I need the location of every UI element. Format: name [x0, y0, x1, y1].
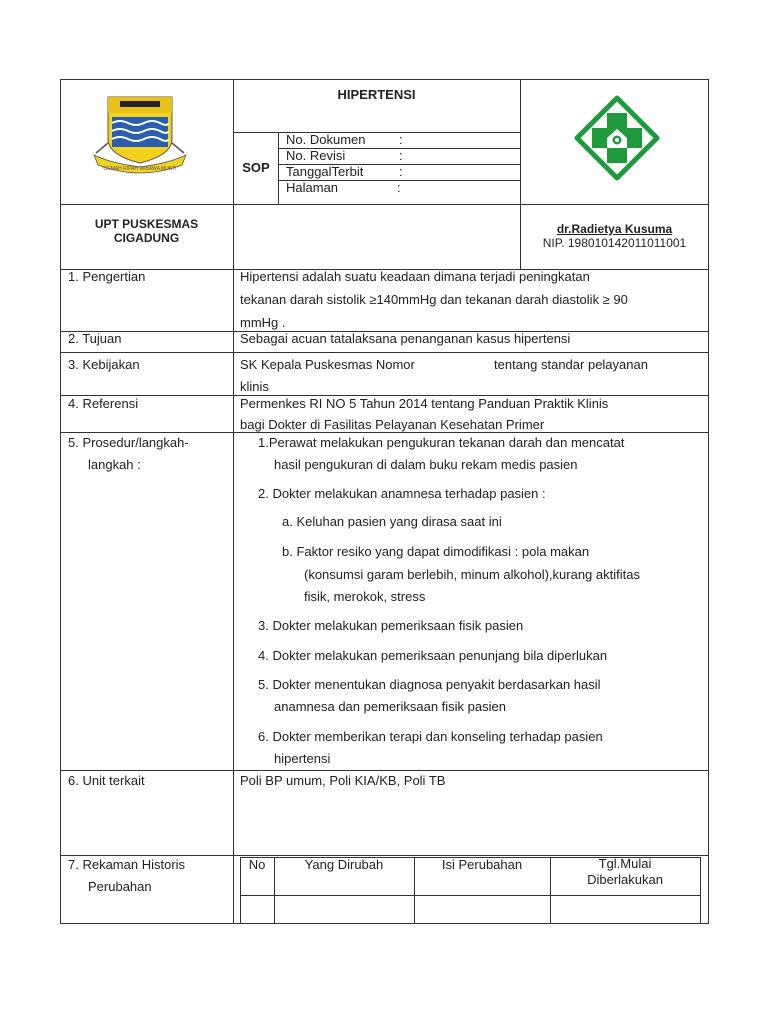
procedure-step: hasil pengukuran di dalam buku rekam medis pasien — [274, 457, 578, 472]
procedure-step: hipertensi — [274, 751, 331, 766]
doc-field-label: No. Revisi — [286, 148, 346, 163]
doc-field-sep: : — [399, 164, 403, 179]
doc-field-label: Halaman — [286, 180, 339, 195]
doc-field-sep: : — [397, 180, 401, 195]
history-col-tgl-line2: Diberlakukan — [587, 872, 663, 887]
logo-motto: GEMAH RIPAH WIBAWA MUKTI — [103, 166, 177, 172]
row-line-3 — [60, 352, 709, 353]
header-divider-left — [233, 79, 234, 270]
doc-field-label: TanggalTerbit — [286, 164, 364, 179]
history-table-mid — [240, 895, 701, 896]
procedure-step: (konsumsi garam berlebih, minum alkohol),kurang aktifitas — [304, 567, 640, 582]
procedure-step: 2. Dokter melakukan anamnesa terhadap pasien : — [258, 486, 546, 501]
history-col-tgl: Tgl.Mulai — [598, 856, 652, 871]
procedure-step: b. Faktor resiko yang dapat dimodifikasi : pola makan — [282, 544, 590, 559]
body-divider — [233, 269, 234, 924]
history-col-isi-perubahan: Isi Perubahan — [441, 857, 523, 872]
doc-field-sep: : — [399, 148, 403, 163]
history-col-line — [700, 857, 701, 923]
body-text-line: Sebagai acuan tatalaksana penanganan kasus hipertensi — [240, 331, 571, 346]
body-text-line: SK Kepala Puskesmas Nomor — [240, 357, 415, 372]
body-text-line: klinis — [240, 379, 269, 394]
section-label: 7. Rekaman Historis — [68, 857, 186, 872]
frame-left — [60, 79, 61, 924]
body-text-line: Poli BP umum, Poli KIA/KB, Poli TB — [240, 773, 446, 788]
procedure-step: fisik, merokok, stress — [304, 589, 426, 604]
title-bottom-line — [233, 132, 520, 133]
header-mid-line — [60, 204, 709, 205]
frame-top — [60, 79, 709, 80]
section-label: 2. Tujuan — [68, 331, 122, 346]
procedure-step: 4. Dokter melakukan pemeriksaan penunjang bila diperlukan — [258, 648, 608, 663]
section-label: 4. Referensi — [68, 396, 139, 411]
frame-right — [708, 79, 709, 924]
section-label: 3. Kebijakan — [68, 357, 140, 372]
frame-bottom — [60, 923, 709, 924]
signatory-name: dr.Radietya Kusuma — [556, 222, 673, 236]
section-label: 5. Prosedur/langkah- — [68, 435, 189, 450]
doc-field-sep: : — [399, 132, 403, 147]
procedure-step: a. Keluhan pasien yang dirasa saat ini — [282, 514, 502, 529]
page-title: HIPERTENSI — [337, 87, 416, 102]
history-col-no: No — [248, 857, 266, 872]
procedure-step: anamnesa dan pemeriksaan fisik pasien — [274, 699, 506, 714]
body-text-line: bagi Dokter di Fasilitas Pelayanan Kesehatan Primer — [240, 417, 545, 432]
procedure-step: 5. Dokter menentukan diagnosa penyakit berdasarkan hasil — [258, 677, 601, 692]
body-text-line: tekanan darah sistolik ≥140mmHg dan tekanan darah diastolik ≥ 90 — [240, 292, 628, 307]
section-label: langkah : — [88, 457, 141, 472]
org-name-line1: UPT PUSKESMAS — [94, 217, 199, 231]
org-name-line2: CIGADUNG — [113, 231, 180, 245]
section-label: Perubahan — [88, 879, 152, 894]
section-label: 6. Unit terkait — [68, 773, 145, 788]
sop-label: SOP — [242, 160, 270, 175]
doc-field-label: No. Dokumen — [286, 132, 366, 147]
signatory-nip: NIP. 198010142011011001 — [542, 236, 687, 250]
body-text-line: Permenkes RI NO 5 Tahun 2014 tentang Panduan Praktik Klinis — [240, 396, 609, 411]
body-text-line: mmHg . — [240, 315, 286, 330]
procedure-step: 1.Perawat melakukan pengukuran tekanan darah dan mencatat — [258, 435, 625, 450]
procedure-step: 6. Dokter memberikan terapi dan konseling terhadap pasien — [258, 729, 603, 744]
history-col-yang-dirubah: Yang Dirubah — [304, 857, 384, 872]
puskesmas-logo — [574, 95, 660, 181]
sop-divider — [278, 132, 279, 204]
body-text-line: Hipertensi adalah suatu keadaan dimana terjadi peningkatan — [240, 269, 590, 284]
section-label: 1. Pengertian — [68, 269, 146, 284]
procedure-step: 3. Dokter melakukan pemeriksaan fisik pasien — [258, 618, 524, 633]
body-text-line: tentang standar pelayanan — [494, 357, 648, 372]
